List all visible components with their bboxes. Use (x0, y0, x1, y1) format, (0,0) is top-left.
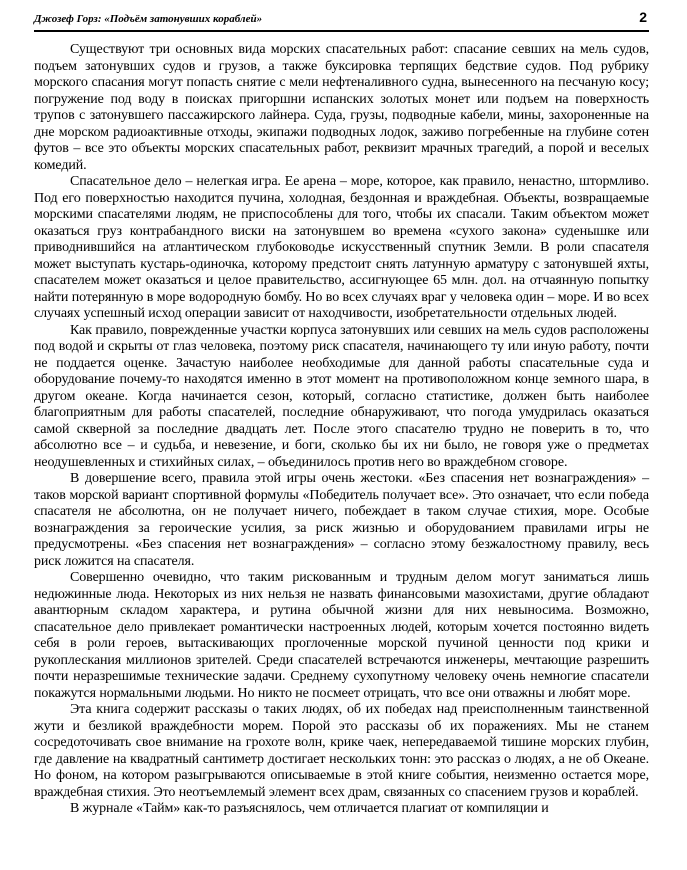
paragraph: Существуют три основных вида морских спасательных работ: спасание севших на мель судов, подъем затонувших судов и грузов, а также буксировка терпящих бедствие судов. Под рубрику морского спасания могут попасть снятие с мели нефтеналивного судна, вынесенного на песчаную косу; погружение под воду в поисках пригоршни испанских золотых монет или подъем на поверхность трупов с затонувшего пассажирского лайнера. Суда, грузы, подводные кабели, мины, захороненные на дне морском радиоактивные отходы, экипажи подводных лодок, заживо погребенные на глубине сотен футов – все это объекты морских спасательных работ, реквизит мрачных трагедий, а порой и веселых комедий. (34, 42, 649, 173)
paragraph: Совершенно очевидно, что таким рискованным и трудным делом могут заниматься лишь недюжинные люда. Некоторых из них нельзя не назвать финансовыми мазохистами, другие обладают авантюрным складом характера, и рутина обычной жизни для них невыносима. Возможно, спасательное дело привлекает романтически настроенных людей, которым хочется постоянно видеть себя в роли героев, вытаскивающих проглоченные морской пучиной ценности под крики и рукоплескания миллионов зрителей. Среди спасателей встречаются инженеры, мечтающие разрешить почти неразрешимые технические задачи. Среднему сухопутному человеку очень немногие спасатели покажутся нормальными людьми. Но никто не посмеет отрицать, что все они отважны и любят море. (34, 570, 649, 701)
header-title: Джозеф Горз: «Подъём затонувших кораблей» (34, 13, 263, 25)
page-number: 2 (639, 9, 647, 25)
paragraph: Эта книга содержит рассказы о таких людях, об их победах над преисполненным таинственной жути и безликой враждебности морем. Порой это рассказы об их поражениях. Мы не станем сосредоточивать свое внимание на грохоте волн, крике чаек, непередаваемой тишине морских глубин, где давление на квадратный сантиметр достигает нескольких тонн: это рассказ о людях, а не об Океане. Но фоном, на котором разыгрываются описываемые в этой книге события, неизменно остается море, враждебная стихия. Это неотъемлемый элемент всех драм, связанных со спасением грузов и кораблей. (34, 702, 649, 800)
body-text (34, 42, 649, 818)
paragraph: В журнале «Тайм» как-то разъяснялось, чем отличается плагиат от компиляции и (70, 801, 549, 816)
paragraph: В довершение всего, правила этой игры очень жестоки. «Без спасения нет вознаграждения» – таков морской вариант спортивной формулы «Победитель получает все». Это означает, что если победа спасателя не абсолютна, он не получает ничего, побеждает в таком случае стихия, море. Особые вознаграждения за героические усилия, за риск жизнью и оборудованием правилами игры не предусмотрены. «Без спасения нет вознаграждения» – согласно этому безжалостному правилу, весь риск ложится на спасателя. (34, 471, 649, 569)
paragraph: Как правило, поврежденные участки корпуса затонувших или севших на мель судов расположены под водой и скрыты от глаз человека, поэтому риск спасателя, начинающего ту или иную работу, почти не поддается оценке. Зачастую наиболее необходимые для данной работы спасательные суда и оборудование почему-то находятся именно в этот момент на противоположном конце земного шара, в другом океане. Когда начинается сезон, который, согласно статистике, должен быть наиболее благоприятным для работы спасателей, последние обнаруживают, что погода умудрилась оказаться самой скверной за последние двадцать лет. После этого спасателю трудно не поверить в то, что абсолютно все – и судьба, и невезение, и боги, сколько бы их ни было, не говоря уже о предметах неодушевленных и стихийных силах, – объединилось против него во враждебном сговоре. (34, 322, 649, 470)
page-header (34, 8, 649, 32)
paragraph: Спасательное дело – нелегкая игра. Ее арена – море, которое, как правило, ненастно, штормливо. Под его поверхностью находится пучина, холодная, бездонная и враждебная. Объекты, возвращаемые морскими спасателями людям, не приспособлены для того, чтобы их спасали. Таким объектом может оказаться груз контрабандного виски на затонувшем во времена «сухого закона» суденышке или приводнившийся на атлантическом глубоководье искусственный спутник Земли. В роли спасателя может выступать кустарь-одиночка, которому предстоит снять латунную арматуру с затонувшей яхты, спасателем может оказаться и целое правительство, ассигнующее 65 млн. дол. на отчаянную попытку найти потерянную в море водородную бомбу. Но во всех случаях враг у человека один – море. И во всех случаях успешный исход операции зависит от находчивости, изобретательности отдельных людей. (34, 174, 649, 321)
